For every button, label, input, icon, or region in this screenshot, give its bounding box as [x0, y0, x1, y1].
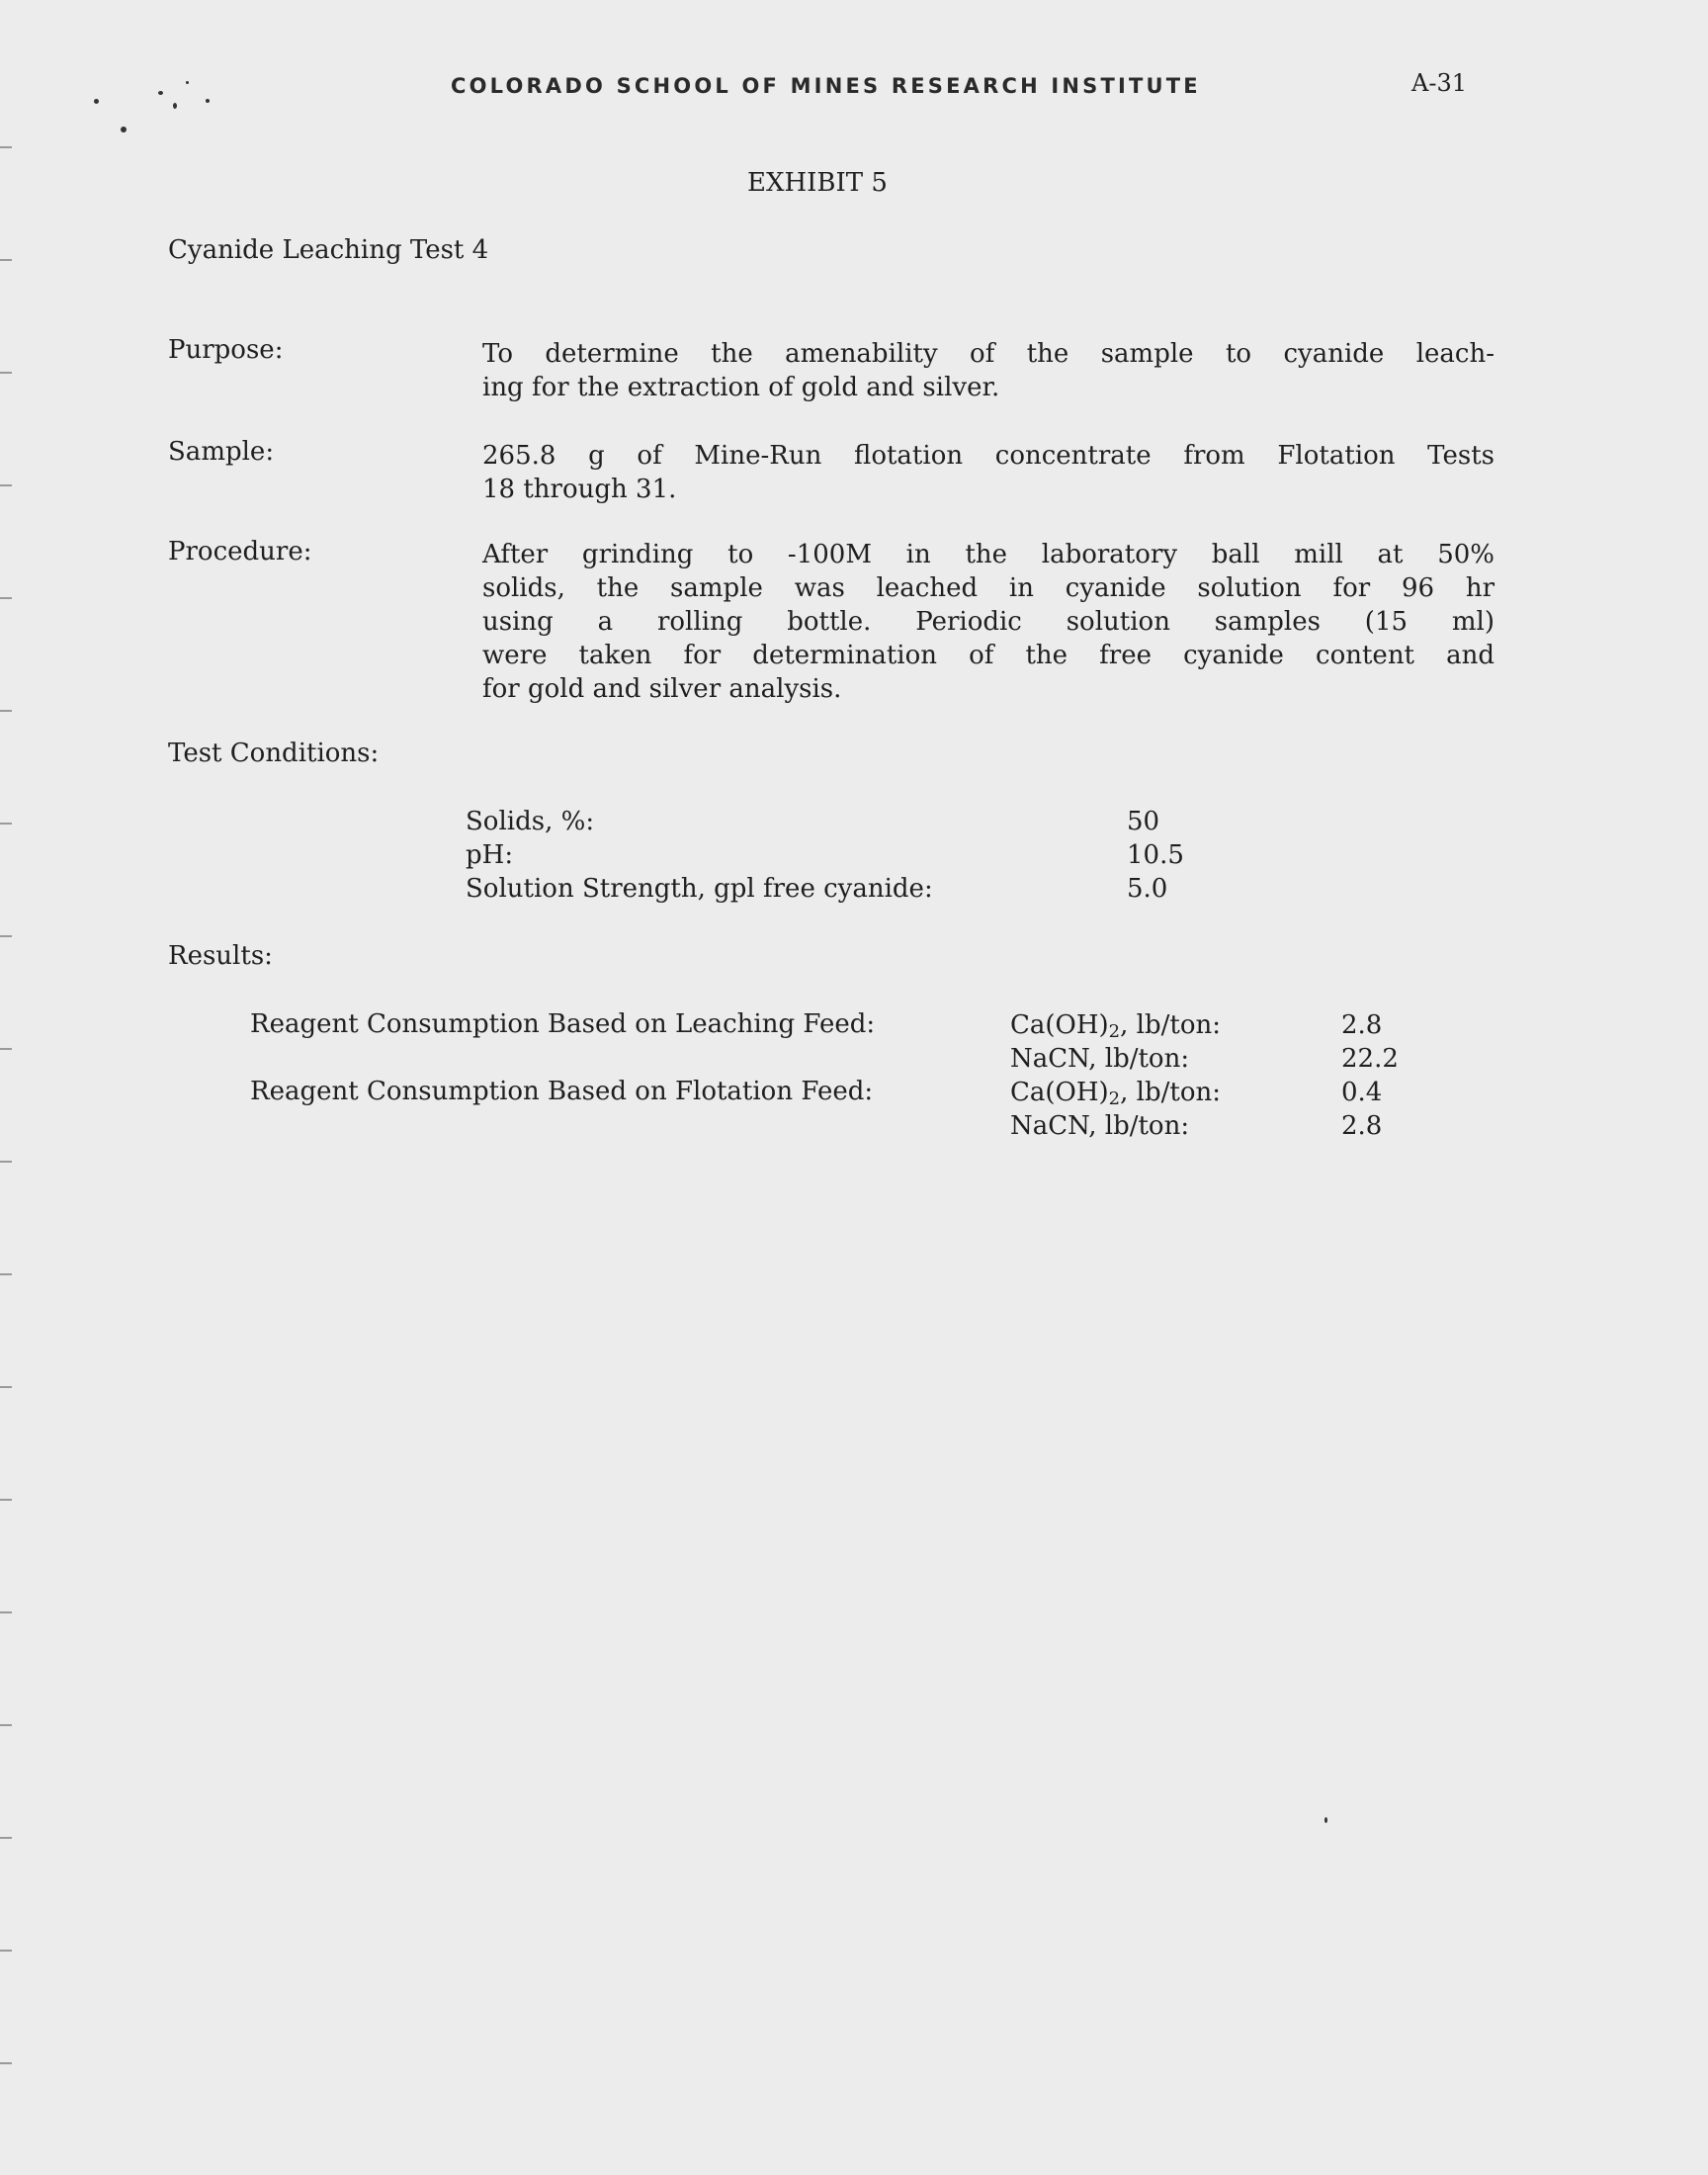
results-label: Results:: [168, 941, 273, 971]
reagent-name: $Ca(OH)_2$, lb/ton:: [1010, 1078, 1221, 1109]
sample-line: 265.8 g of Mine-Run flotation concentrate from Flotation Tests: [482, 441, 1494, 471]
exhibit-title: EXHIBIT 5: [747, 168, 888, 198]
reagent-value: 0.4: [1341, 1078, 1383, 1107]
test-conditions-label: Test Conditions:: [168, 739, 380, 768]
reagent-name: NaCN, lb/ton:: [1010, 1044, 1190, 1074]
condition-value: 50: [1127, 807, 1160, 836]
condition-name: pH:: [466, 840, 514, 870]
procedure-line: After grinding to -100M in the laboratory ball mill at 50%: [482, 540, 1494, 569]
page-number: A-31: [1411, 69, 1467, 97]
reagent-value: 2.8: [1341, 1010, 1383, 1040]
test-title: Cyanide Leaching Test 4: [168, 235, 489, 265]
sample-label: Sample:: [168, 437, 275, 467]
procedure-label: Procedure:: [168, 537, 312, 566]
purpose-text: [482, 337, 1494, 404]
purpose-line: To determine the amenability of the sample to cyanide leach-: [482, 339, 1494, 369]
reagent-name: $Ca(OH)_2$, lb/ton:: [1010, 1010, 1221, 1042]
institution-header: COLORADO SCHOOL OF MINES RESEARCH INSTITUTE: [451, 74, 1201, 98]
procedure-line: using a rolling bottle. Periodic solution samples (15 ml): [482, 607, 1494, 637]
purpose-label: Purpose:: [168, 335, 284, 365]
procedure-line: solids, the sample was leached in cyanide solution for 96 hr: [482, 573, 1494, 603]
sample-line: 18 through 31.: [482, 475, 677, 504]
purpose-line: ing for the extraction of gold and silver.: [482, 373, 1000, 402]
sample-text: [482, 439, 1494, 506]
reagent-name: NaCN, lb/ton:: [1010, 1111, 1190, 1141]
condition-name: Solids, %:: [466, 807, 595, 836]
flotation-feed-label: Reagent Consumption Based on Flotation Feed:: [250, 1077, 874, 1106]
condition-value: 10.5: [1127, 840, 1184, 870]
procedure-line: for gold and silver analysis.: [482, 674, 842, 704]
reagent-value: 2.8: [1341, 1111, 1383, 1141]
condition-value: 5.0: [1127, 874, 1168, 904]
procedure-line: were taken for determination of the free cyanide content and: [482, 641, 1494, 670]
reagent-value: 22.2: [1341, 1044, 1399, 1074]
procedure-text: [482, 538, 1494, 706]
leaching-feed-label: Reagent Consumption Based on Leaching Feed:: [250, 1009, 876, 1039]
condition-name: Solution Strength, gpl free cyanide:: [466, 874, 933, 904]
